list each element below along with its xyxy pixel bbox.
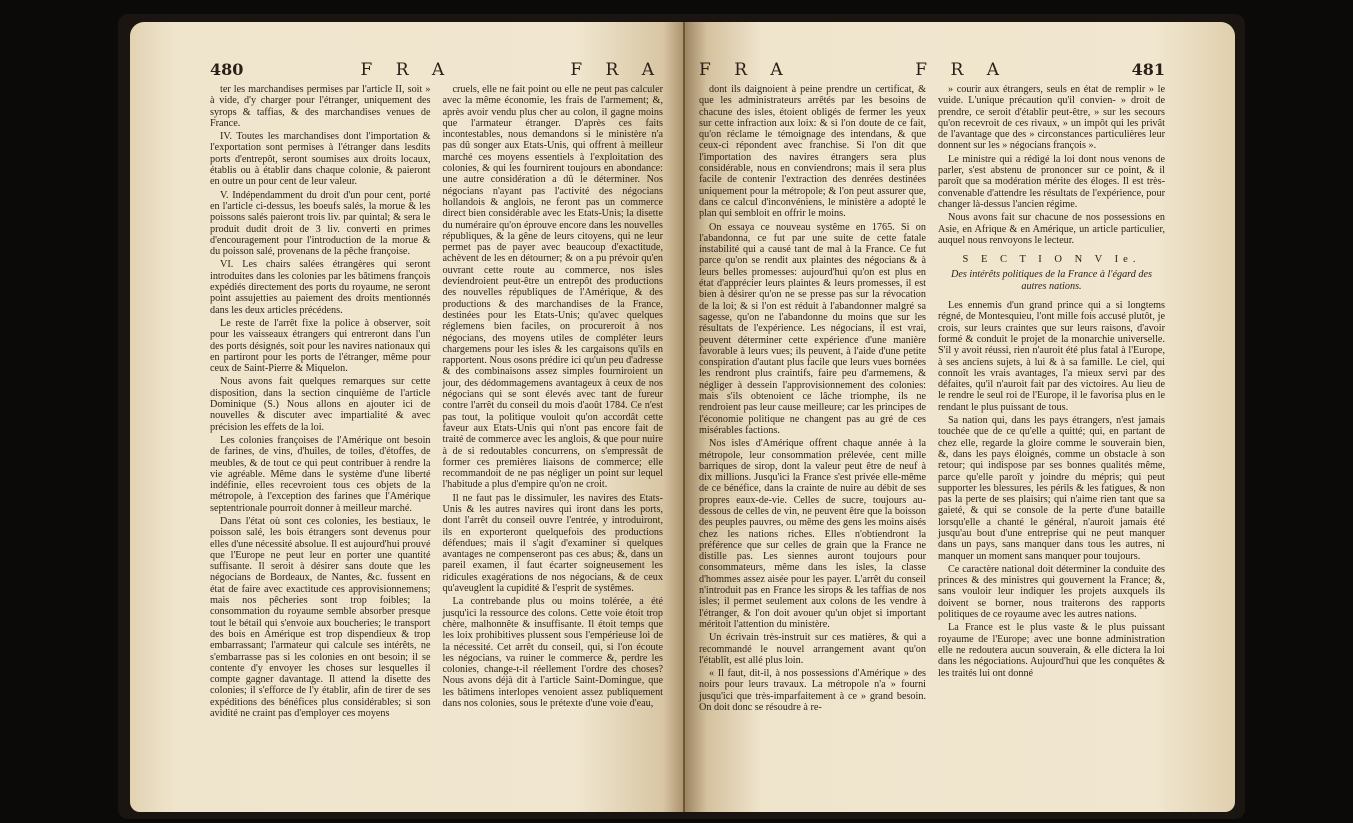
paragraph: Sa nation qui, dans les pays étrangers, n'est jamais touchée que de ce qu'elle a quitté; qui, en partant de chez elle, regarde la gloire comme le souverain bien, &, dans les pays éloignés, comme un obstacle à son retour; qui indispose par ses bonnes qualités même, parce qu'elle paroît y joindre du mépris; qui peut supporter les blessures, les périls & les fatigues, & non pas la perte de ses plaisirs; qui n'aime rien tant que sa gaieté, & qui se console de la perte d'une bataille lorsqu'elle a chanté le général, n'auroit jamais été jusqu'au bout d'une entreprise qui ne peut manquer dans un pays, sans manquer dans tous les autres, ni manquer un moment sans manquer pour toujours.: [938, 415, 1165, 562]
right-running-title-2: F R A: [915, 60, 1008, 80]
paragraph: Le reste de l'arrêt fixe la police à observer, soit pour les vaisseaux étrangers qui entreront dans l'un des ports désignés, soit pour les navires nationaux qui en partiront pour les ports de l'étranger, même pour ceux de Saint-Pierre & Miquelon.: [210, 317, 431, 375]
paragraph: Nous avons fait sur chacune de nos possessions en Asie, en Afrique & en Amérique, un article particulier, auquel nous renvoyons le lecteur.: [938, 212, 1165, 246]
paragraph: ter les marchandises permises par l'article II, soit » à vide, d'y charger pour l'étranger, uniquement des syrops & taffias, & des marchandises venues de France.: [210, 84, 431, 129]
right-page-header: [699, 60, 1165, 80]
paragraph: Les ennemis d'un grand prince qui a si longtems régné, de Montesquieu, l'ont mille fois accusé plutôt, je crois, sur leurs craintes que sur leurs raisons, d'avoir formé & conduit le projet de la monarchie universelle. S'il y avoit réussi, rien n'auroit été plus fatal à l'Europe, à ses anciens sujets, à lui & à sa famille. Le ciel, qui connoît les vrais avantages, l'a mieux servi par des défaites, qu'il n'auroit fait par des victoires. Au lieu de le rendre le seul roi de l'Europe, il le favorisa plus en le rendant le plus puissant de tous.: [938, 300, 1165, 413]
left-page: [130, 22, 685, 812]
paragraph: La contrebande plus ou moins tolérée, a été jusqu'ici la ressource des colons. Cette voie étoit trop chère, malhonnête & insuffisante. Il étoit temps que les loix prohibitives plussent sous l'empérieuse loi de la nécessité. Cet arrêt du conseil, qui, si l'on écoute les négocians, va ruiner le commerce &, perdre les colonies, change-t-il réellement l'ordre des choses? Nous avons déjà dit à l'article Saint-Domingue, que les bâtimens interlopes venoient assez publiquement dans nos colonies, sous le prétexte d'une voie d'eau,: [442, 596, 663, 710]
paragraph: cruels, elle ne fait point ou elle ne peut pas calculer avec la même économie, les frais de l'armement; &, après avoir vendu plus cher au colon, il gagne moins que l'armateur étranger. D'après ces faits incontestables, nous demandons si le ministère n'a pas dû songer aux Etats-Unis, qui offrent à meilleur marché ces moyens essentiels à l'exploitation des colonies, & qui les fournirent toujours en abondance: une autre considération a dû le déterminer. Nos négocians n'ayant pas l'activité des négocians hollandois & anglois, ne feront pas un commerce direct bien considérable avec les Etats-Unis; la disette du numéraire qu'on éprouve encore dans les nouvelles républiques, & la gêne de leurs citoyens, qui ne leur permet pas de payer avec beaucoup d'exactitude, achèvent de les en détourner; & on a pu prévoir qu'en ouvrant cette route au commerce, nos isles deviendroient peut-être un entrepôt des productions des nouvelles républiques de l'Amérique, & des productions & des marchandises de la France, destinées pour les Etats-Unis; qu'avec quelques réglemens bien faciles, on procureroit à nos négocians, des moyens utiles de compléter leurs chargemens pour les isles & les cargaisons qu'ils en rapportent. Nous osons prédire ici qu'un peu d'adresse & des combinaisons assez simples fourniroient un jour, des dédommagemens avantageux à ceux de nos négocians qui se sont élevés avec tant de fureur contre l'arrêt du conseil du mois d'août 1784. Ce n'est pas tout, la politique vouloit qu'on accordât cette faveur aux Etats-Unis qui n'ont pas encore fait de traité de commerce avec les anglois, & que pour nuire à de si redoutables concurrens, on s'empressât de former ces premières liaisons de commerce; elle recommandoit de ne pas négliger un point sur lequel l'habitude a plus d'empire qu'on ne croit.: [442, 84, 664, 491]
paragraph: Nous avons fait quelques remarques sur cette disposition, dans la section cinquième de l'article Dominique (S.) Nous allons en ajouter ici de nouvelles & discuter avec impartialité & avec précision les effets de la loi.: [210, 376, 431, 433]
paragraph: IV. Toutes les marchandises dont l'importation & l'exportation sont permises à l'étranger dans lesdits ports d'entrepôt, seront soumises aux droits locaux, établis ou à établir dans chaque colonie, & paieront en outre un pour cent de leur valeur.: [210, 131, 431, 188]
paragraph: Ce caractère national doit déterminer la conduite des princes & des ministres qui gouvernent la France; &, sans vouloir leur indiquer les projets auxquels ils doivent se borner, nous traiterons des rapports politiques de ce royaume avec les autres nations.: [938, 563, 1165, 621]
paragraph: Dans l'état où sont ces colonies, les bestiaux, le poisson salé, les bois étrangers sont devenus pour elles d'une nécessité absolue. Il est aujourd'hui prouvé que l'Europe ne peut leur en porter une quantité suffisante. Il seroit à désirer sans doute que les négocians de Bordeaux, de Nantes, &c. fussent en état de faire avec exactitude ces approvisionnemens; mais nos pêcheries sont trop foibles; la consommation du royaume semble absorber presque tout le bétail qui s'envoie aux boucheries; le transport des bois en Amérique est trop dispendieux & trop embarrassant; l'armateur qui calcule ses intérêts, ne s'embarrasse pas si les colonies en ont besoin; il se contente d'y envoyer les choses sur lesquelles il compte gagner davantage. Il attend la disette des colonies; il s'efforce de l'y établir, afin de tirer de ses expéditions des bénéfices plus considérables; si son avidité ne craint pas d'employer ces moyens: [210, 515, 431, 720]
paragraph: Le ministre qui a rédigé la loi dont nous venons de parler, s'est abstenu de prononcer sur ce point, & il paroît que sa modération mérite des éloges. Il est très-convenable d'attendre les résultats de l'expérience, pour changer là-dessus l'ancien régime.: [938, 153, 1165, 210]
left-page-number: 480: [210, 60, 244, 79]
paragraph: Il ne faut pas le dissimuler, les navires des Etats-Unis & les autres navires qui iront dans les ports, dont l'arrêt du conseil ouvre l'entrée, y introduiront, ils en exporteront quelquefois des productions défendues; mais il s'agit d'examiner si quelques avantages ne compenseront pas ces abus; &, dans un pareil examen, il faut écarter soigneusement les ridicules exagérations de nos négocians, & de ceux qu'aveuglent la cupidité & l'esprit de systêmes.: [442, 492, 663, 595]
right-column-2: [938, 84, 1165, 715]
paragraph: La France est le plus vaste & le plus puissant royaume de l'Europe; avec une bonne administration elle ne redoutera aucun souverain, & elle dictera la loi dans les négociations. Aujourd'hui que les conquêtes & les traités lui ont donné: [938, 622, 1165, 679]
left-running-title: F R A: [360, 60, 454, 80]
paragraph: On essaya ce nouveau systême en 1765. Si on l'abandonna, ce fut par une suite de cette fatale instabilité qui a causé tant de mal à la France. Ce fut parce qu'on se rendit aux plaintes des négocians & à leurs belles promesses: aujourd'hui qu'on est plus en état d'apprécier leurs plaintes & leurs promesses, il est bien à désirer qu'on ne se presse pas sur la révocation de la loi; & si l'on est réduit à l'abandonner malgré sa sagesse, qu'on ne l'abandonne du moins que sur les résultats de l'expérience. Les négocians, il est vrai, peuvent déterminer cette expérience d'une manière favorable à leurs vues; ils peuvent, à l'aide d'une petite conspiration d'autant plus facile que leurs vues bornées les rendront plus craintifs, faire peu d'armemens, & négliger à dessein l'approvisionnement des colonies: mais s'ils obtenoient ce lâche triomphe, ils ne rendroient pas leur cause meilleure; car les principes de l'économie politique ne changent pas au gré de ces misérables factions.: [699, 221, 926, 436]
left-column-1: [210, 84, 431, 721]
section-heading: S E C T I O N V Ie.: [962, 254, 1141, 266]
right-running-title: F R A: [699, 60, 792, 80]
left-running-title-2: F R A: [570, 60, 663, 80]
paragraph: Nos isles d'Amérique offrent chaque année à la métropole, leur consommation prélevée, cent mille barriques de sirop, dont la valeur peut être de neuf à dix millions. Jusqu'ici la France s'est privée elle-même de ce bénéfice, dans la crainte de nuire au débit de ses propres eaux-de-vie. Celles de sucre, toujours au-dessous de celles de vin, ne peuvent être que la boisson des peuples pauvres, ou même des gens les moins aisés chez les nations riches. Elles n'obtiendront la préférence que sur celles de grain que la France ne distille pas. Les siennes auront toujours pour consommateurs, même dans les isles, la classe d'hommes assez aisée pour les payer. L'arrêt du conseil n'introduit pas en France les sirops & les taffias de nos isles; il permet seulement aux colons de les vendre à l'étranger, & l'on doit avouer qu'un objet si important méritoit l'attention du ministère.: [699, 438, 926, 630]
section-title: Des intérêts politiques de la France à l'égard des autres nations.: [951, 269, 1152, 292]
paragraph: « Il faut, dit-il, à nos possessions d'Amérique » des noirs pour leurs travaux. La métropole n'a » fourni jusqu'ici que très-imparfaitement à ce » grand besoin. On doit donc se résoudre à re-: [699, 668, 926, 714]
left-page-header: [210, 60, 663, 80]
paragraph: » courir aux étrangers, seuls en état de remplir » le vuide. L'unique précaution qu'il convien- » droit de prendre, ce seroit d'établir peut-être, » sur les secours qu'on recevroit de ces rivaux, » un impôt qui les privât de l'avantage que des » circonstances particulières leur donnent sur les » négocians françois ».: [938, 84, 1165, 152]
paragraph: VI. Les chairs salées étrangères qui seront introduites dans les colonies par les bâtimens françois expédiés directement des ports du royaume, ne seront point assujetties au paiement des droits mentionnés dans les deux articles précédens.: [210, 259, 431, 316]
right-page-number: 481: [1131, 60, 1165, 79]
paragraph: Un écrivain très-instruit sur ces matières, & qui a recommandé le nouvel arrangement avant qu'on l'établît, est allé plus loin.: [699, 632, 926, 666]
right-page: [685, 22, 1235, 812]
paragraph: V. Indépendamment du droit d'un pour cent, porté en l'article ci-dessus, les boeufs salés, la morue & les poissons salés paieront trois liv. par quintal; & sera le produit dudit droit de 3 liv. converti en primes d'encouragement pour l'introduction de la morue & du poisson salé, provenans de la pêche françoise.: [210, 189, 431, 258]
right-column-1: [699, 84, 926, 715]
paragraph: Les colonies françoises de l'Amérique ont besoin de farines, de vins, d'huiles, de toiles, d'étoffes, de meubles, & de tout ce qui peut contribuer à rendre la vie agréable. Même dans le système d'une liberté indéfinie, elles recevroient tous ces objets de la métropole, à l'exception des farines que l'Amérique septentrionale pourroit donner à meilleur marché.: [210, 434, 431, 514]
left-column-2: [443, 84, 664, 721]
paragraph: dont ils daignoient à peine prendre un certificat, & que les administrateurs arrêtés par les besoins de chacune des isles, étoient obligés de fermer les yeux sur cette infraction aux loix: & si l'on doute de ce fait, qu'on réclame le témoignage des intendans, & que ceux-ci répondent avec franchise. Si l'on dit que l'importation des navires étrangers sera plus considérable, nous en conviendrons; mais il sera plus facile de contenir l'extraction des denrées destinées uniquement pour la métropole; & l'on peut assurer que, dans ce calcul d'inconvéniens, le ministère a adopté le plan qui sembloit en offrir le moins.: [699, 84, 926, 220]
